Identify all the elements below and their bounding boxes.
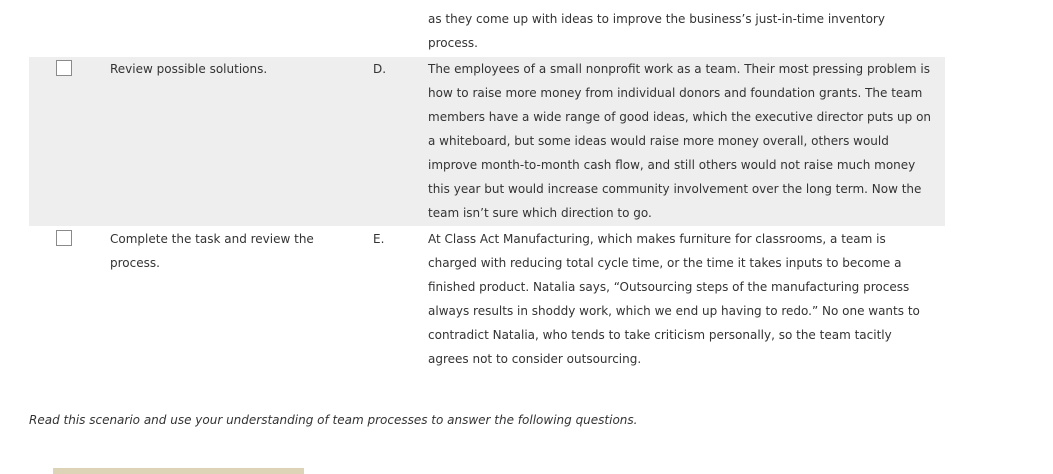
scenario-line: team isn’t sure which direction to go.	[428, 206, 652, 220]
scenario-line: finished product. Natalia says, “Outsourcing steps of the manufacturing process	[428, 280, 910, 294]
scenario-line: charged with reducing total cycle time, or the time it takes inputs to become a	[428, 256, 902, 270]
letter-text: E.	[373, 232, 385, 246]
step-line: Complete the task and review the	[110, 232, 314, 246]
scenario-line: process.	[428, 36, 478, 50]
step-label	[110, 57, 340, 81]
scenario-line: as they come up with ideas to improve the business’s just-in-time inventory	[428, 12, 885, 26]
step-line: Review possible solutions.	[110, 62, 268, 76]
scenario-line: The employees of a small nonprofit work as a team. Their most pressing problem is	[428, 62, 931, 76]
scenario-line: how to raise more money from individual donors and foundation grants. The team	[428, 86, 923, 100]
scenario-line: At Class Act Manufacturing, which makes furniture for classrooms, a team is	[428, 232, 886, 246]
scenario-text	[428, 57, 943, 225]
scenario-line: members have a wide range of good ideas, which the executive director puts up on	[428, 110, 932, 124]
scenario-letter	[373, 57, 403, 81]
match-checkbox-review-solutions[interactable]	[56, 60, 72, 76]
match-checkbox-complete-task[interactable]	[56, 230, 72, 246]
scenario-line: contradict Natalia, who tends to take criticism personally, so the team tacitly	[428, 328, 892, 342]
scenario-line: always results in shoddy work, which we end up having to redo.” No one wants to	[428, 304, 920, 318]
scenario-line: a whiteboard, but some ideas would raise more money overall, others would	[428, 134, 889, 148]
scenario-line: improve month-to-month cash flow, and still others would not raise much money	[428, 158, 916, 172]
step-line: process.	[110, 256, 160, 270]
matching-row-e	[29, 227, 945, 377]
letter-text: D.	[373, 62, 387, 76]
previous-scenario-fragment	[428, 7, 885, 55]
scenario-line: this year but would increase community involvement over the long term. Now the	[428, 182, 922, 196]
instruction-text: Read this scenario and use your understanding of team processes to answer the following questions.	[29, 413, 638, 427]
next-section-bar	[53, 468, 304, 474]
scenario-letter	[373, 227, 403, 251]
scenario-line: agrees not to consider outsourcing.	[428, 352, 642, 366]
matching-row-d	[29, 57, 945, 226]
step-label	[110, 227, 340, 275]
scenario-text	[428, 227, 943, 371]
